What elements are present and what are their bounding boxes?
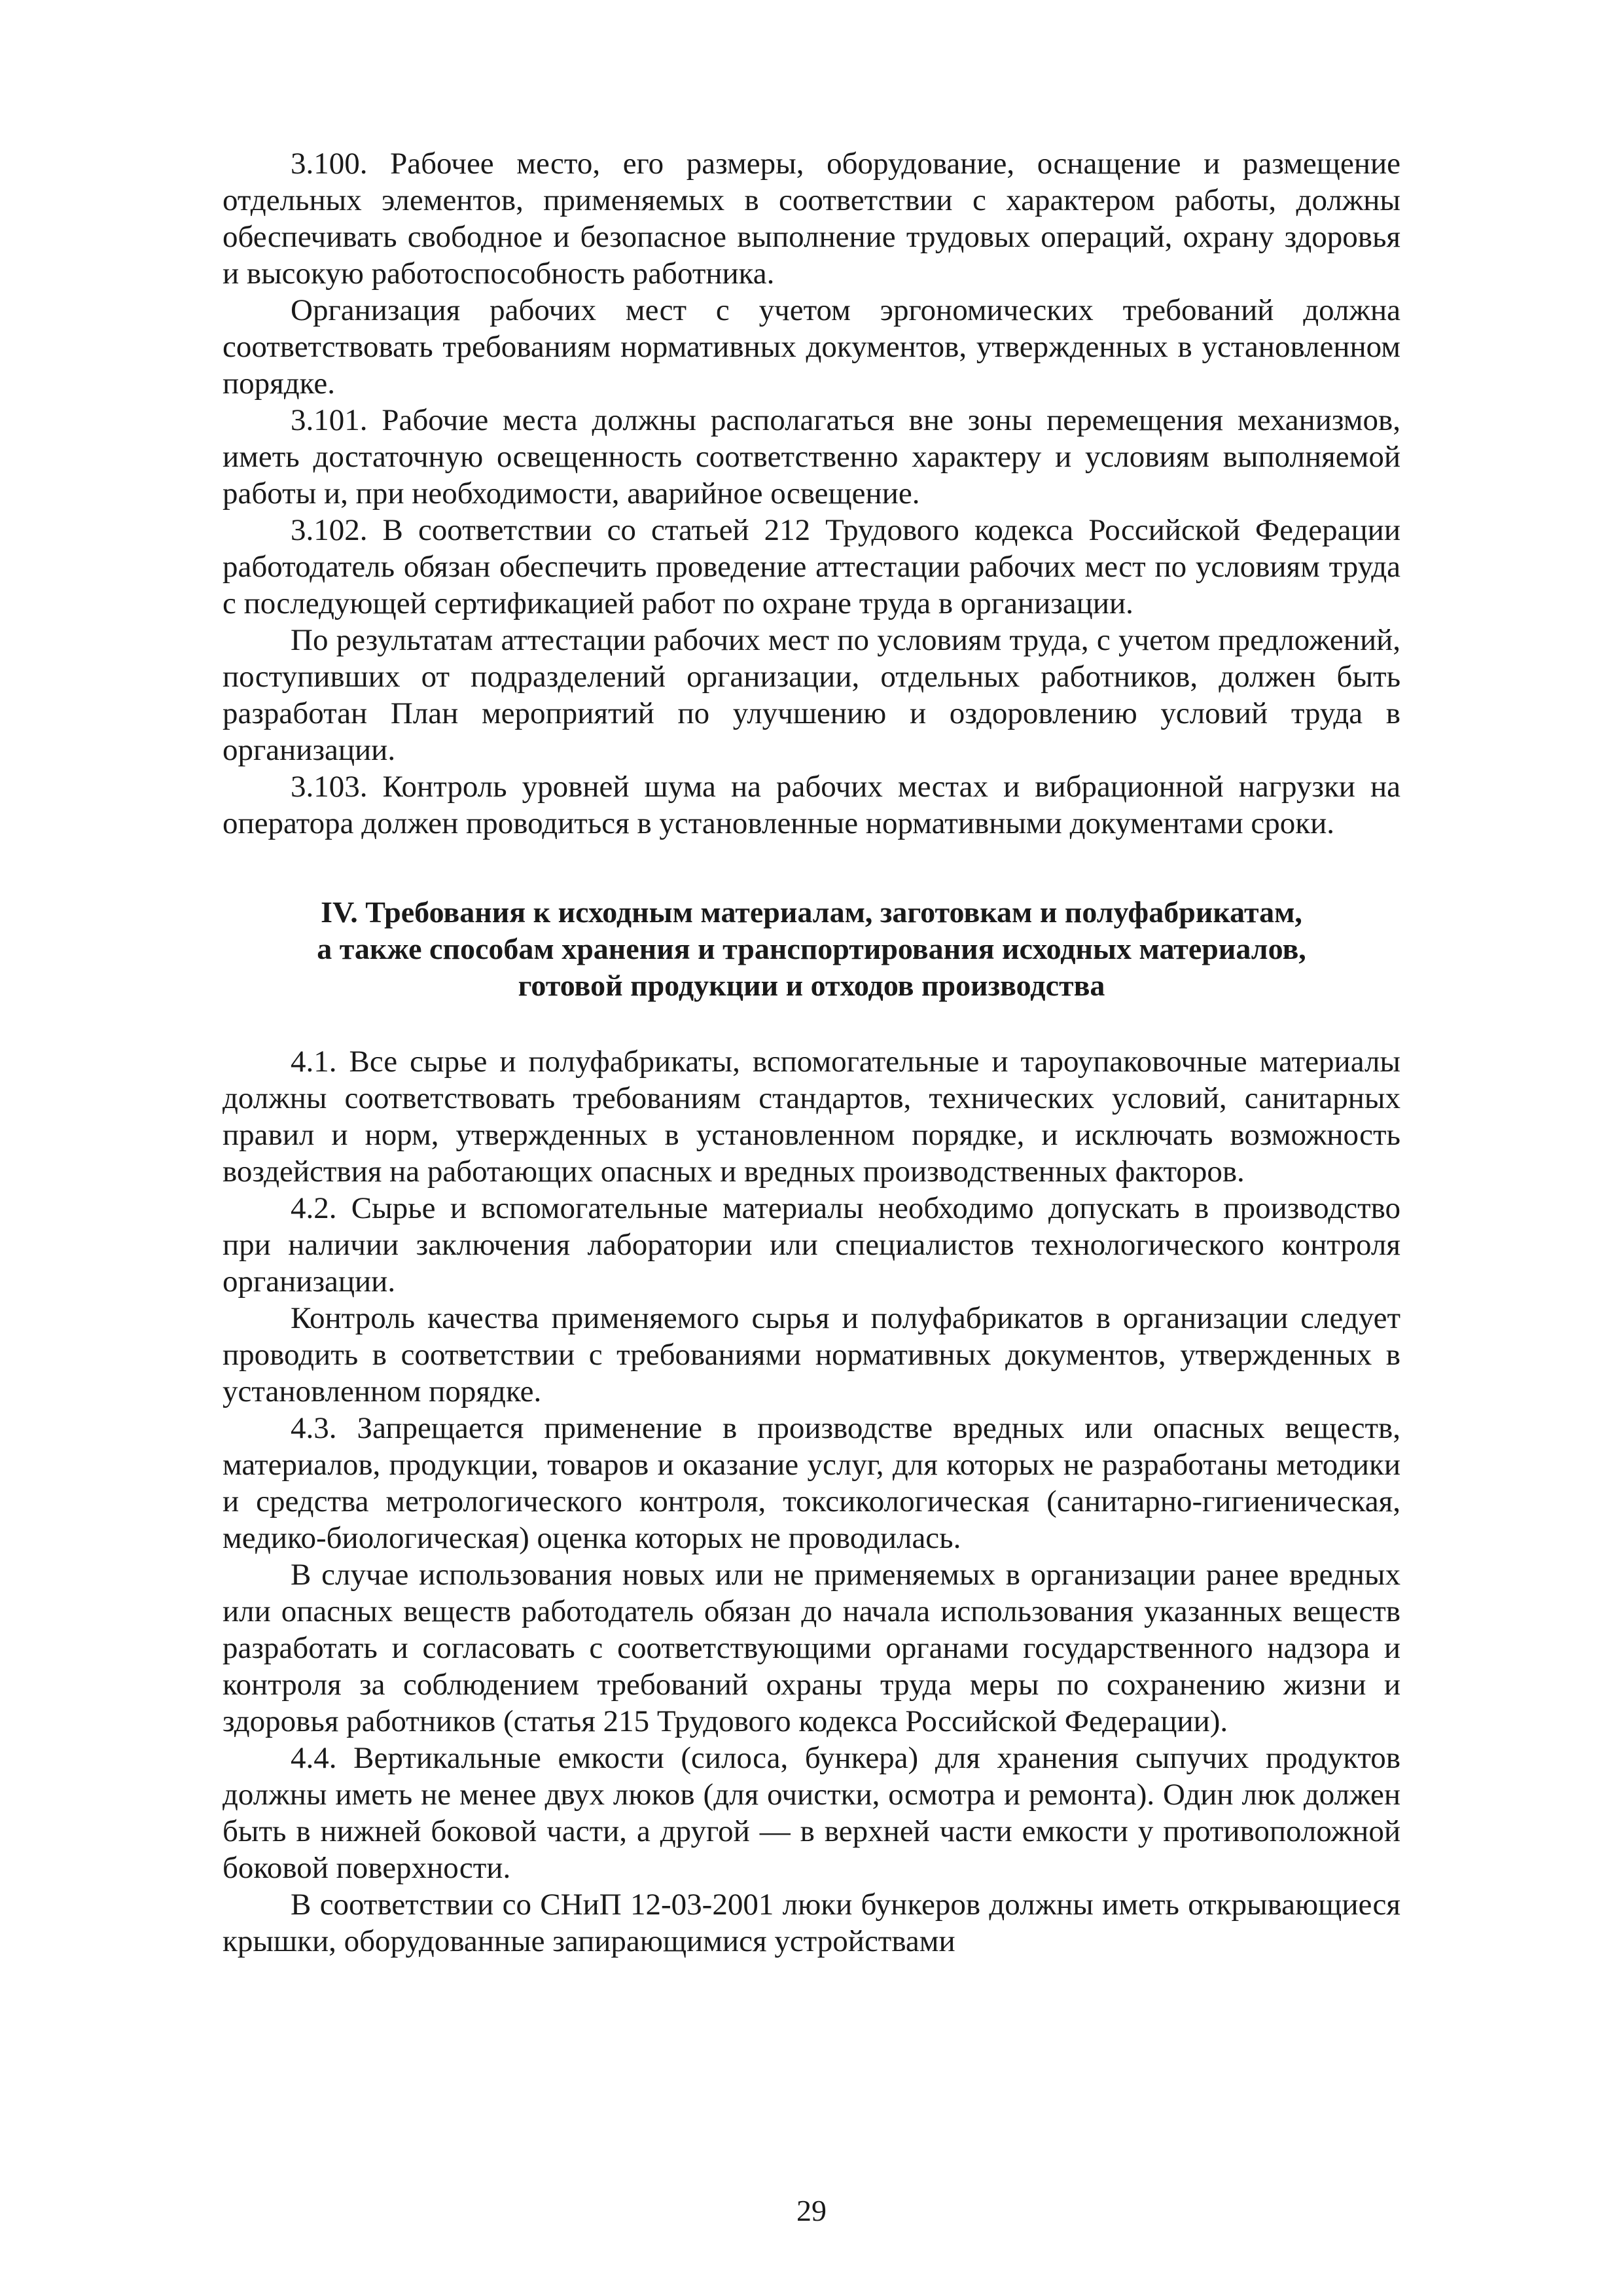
paragraph-attestation-results: По результатам аттестации рабочих мест по условиям труда, с учетом предложений, поступивших от подразделений организации, отдельных работников, должен быть разработан План мероприятий по улучшению и оздоровлению условий труда в организации. [223, 623, 1400, 767]
document-page [223, 145, 1400, 1960]
section-heading-line-3: готовой продукции и отходов производства [518, 969, 1105, 1002]
paragraph-quality-control: Контроль качества применяемого сырья и полуфабрикатов в организации следует проводить в соответствии с требованиями нормативных документов, утвержденных в установленном порядке. [223, 1301, 1400, 1408]
section-heading-line-1: IV. Требования к исходным материалам, заготовкам и полуфабрикатам, [321, 895, 1302, 929]
paragraph-3-103: 3.103. Контроль уровней шума на рабочих местах и вибрационной нагрузки на оператора должен проводиться в установленные нормативными документами сроки. [223, 770, 1400, 840]
paragraph-3-102: 3.102. В соответствии со статьей 212 Трудового кодекса Российской Федерации работодатель обязан обеспечить проведение аттестации рабочих мест по условиям труда с последующей сертификацией работ по охране труда в организации. [223, 513, 1400, 620]
paragraph-3-101: 3.101. Рабочие места должны располагаться вне зоны перемещения механизмов, иметь достаточную освещенность соответственно характеру и условиям выполняемой работы и, при необходимости, аварийное освещение. [223, 403, 1400, 511]
paragraph-4-1: 4.1. Все сырье и полуфабрикаты, вспомогательные и тароупаковочные материалы должны соответствовать требованиям стандартов, технических условий, санитарных правил и норм, утвержденных в установленном порядке, и исключать возможность воздействия на работающих опасных и вредных производственных факторов. [223, 1045, 1400, 1189]
paragraph-4-4: 4.4. Вертикальные емкости (силоса, бункера) для хранения сыпучих продуктов должны иметь не менее двух люков (для очистки, осмотра и ремонта). Один люк должен быть в нижней боковой части, а другой — в верхней части емкости у противоположной боковой поверхности. [223, 1741, 1400, 1885]
paragraph-new-substances: В случае использования новых или не применяемых в организации ранее вредных или опасных веществ работодатель обязан до начала использования указанных веществ разработать и согласовать с соответствующими органами государственного надзора и контроля за соблюдением требований охраны труда меры по сохранению жизни и здоровья работников (статья 215 Трудового кодекса Российской Федерации). [223, 1558, 1400, 1738]
paragraph-4-3: 4.3. Запрещается применение в производстве вредных или опасных веществ, материалов, продукции, товаров и оказание услуг, для которых не разработаны методики и средства метрологического контроля, токсикологическая (санитарно-гигиеническая, медико-биологическая) оценка которых не проводилась. [223, 1411, 1400, 1555]
paragraph-snip-hatches: В соответствии со СНиП 12-03-2001 люки бункеров должны иметь открывающиеся крышки, оборудованные запирающимися устройствами [223, 1888, 1400, 1958]
section-heading-iv [223, 894, 1400, 1004]
section-heading-line-2: а также способам хранения и транспортирования исходных материалов, [317, 932, 1306, 965]
paragraph-3-100: 3.100. Рабочее место, его размеры, оборудование, оснащение и размещение отдельных элементов, применяемых в соответствии с характером работы, должны обеспечивать свободное и безопасное выполнение трудовых операций, охрану здоровья и высокую работоспособность работника. [223, 147, 1400, 291]
paragraph-4-2: 4.2. Сырье и вспомогательные материалы необходимо допускать в производство при наличии заключения лаборатории или специалистов технологического контроля организации. [223, 1191, 1400, 1299]
page-number: 29 [796, 2194, 827, 2227]
paragraph-workplace-organization: Организация рабочих мест с учетом эргономических требований должна соответствовать требованиям нормативных документов, утвержденных в установленном порядке. [223, 293, 1400, 401]
